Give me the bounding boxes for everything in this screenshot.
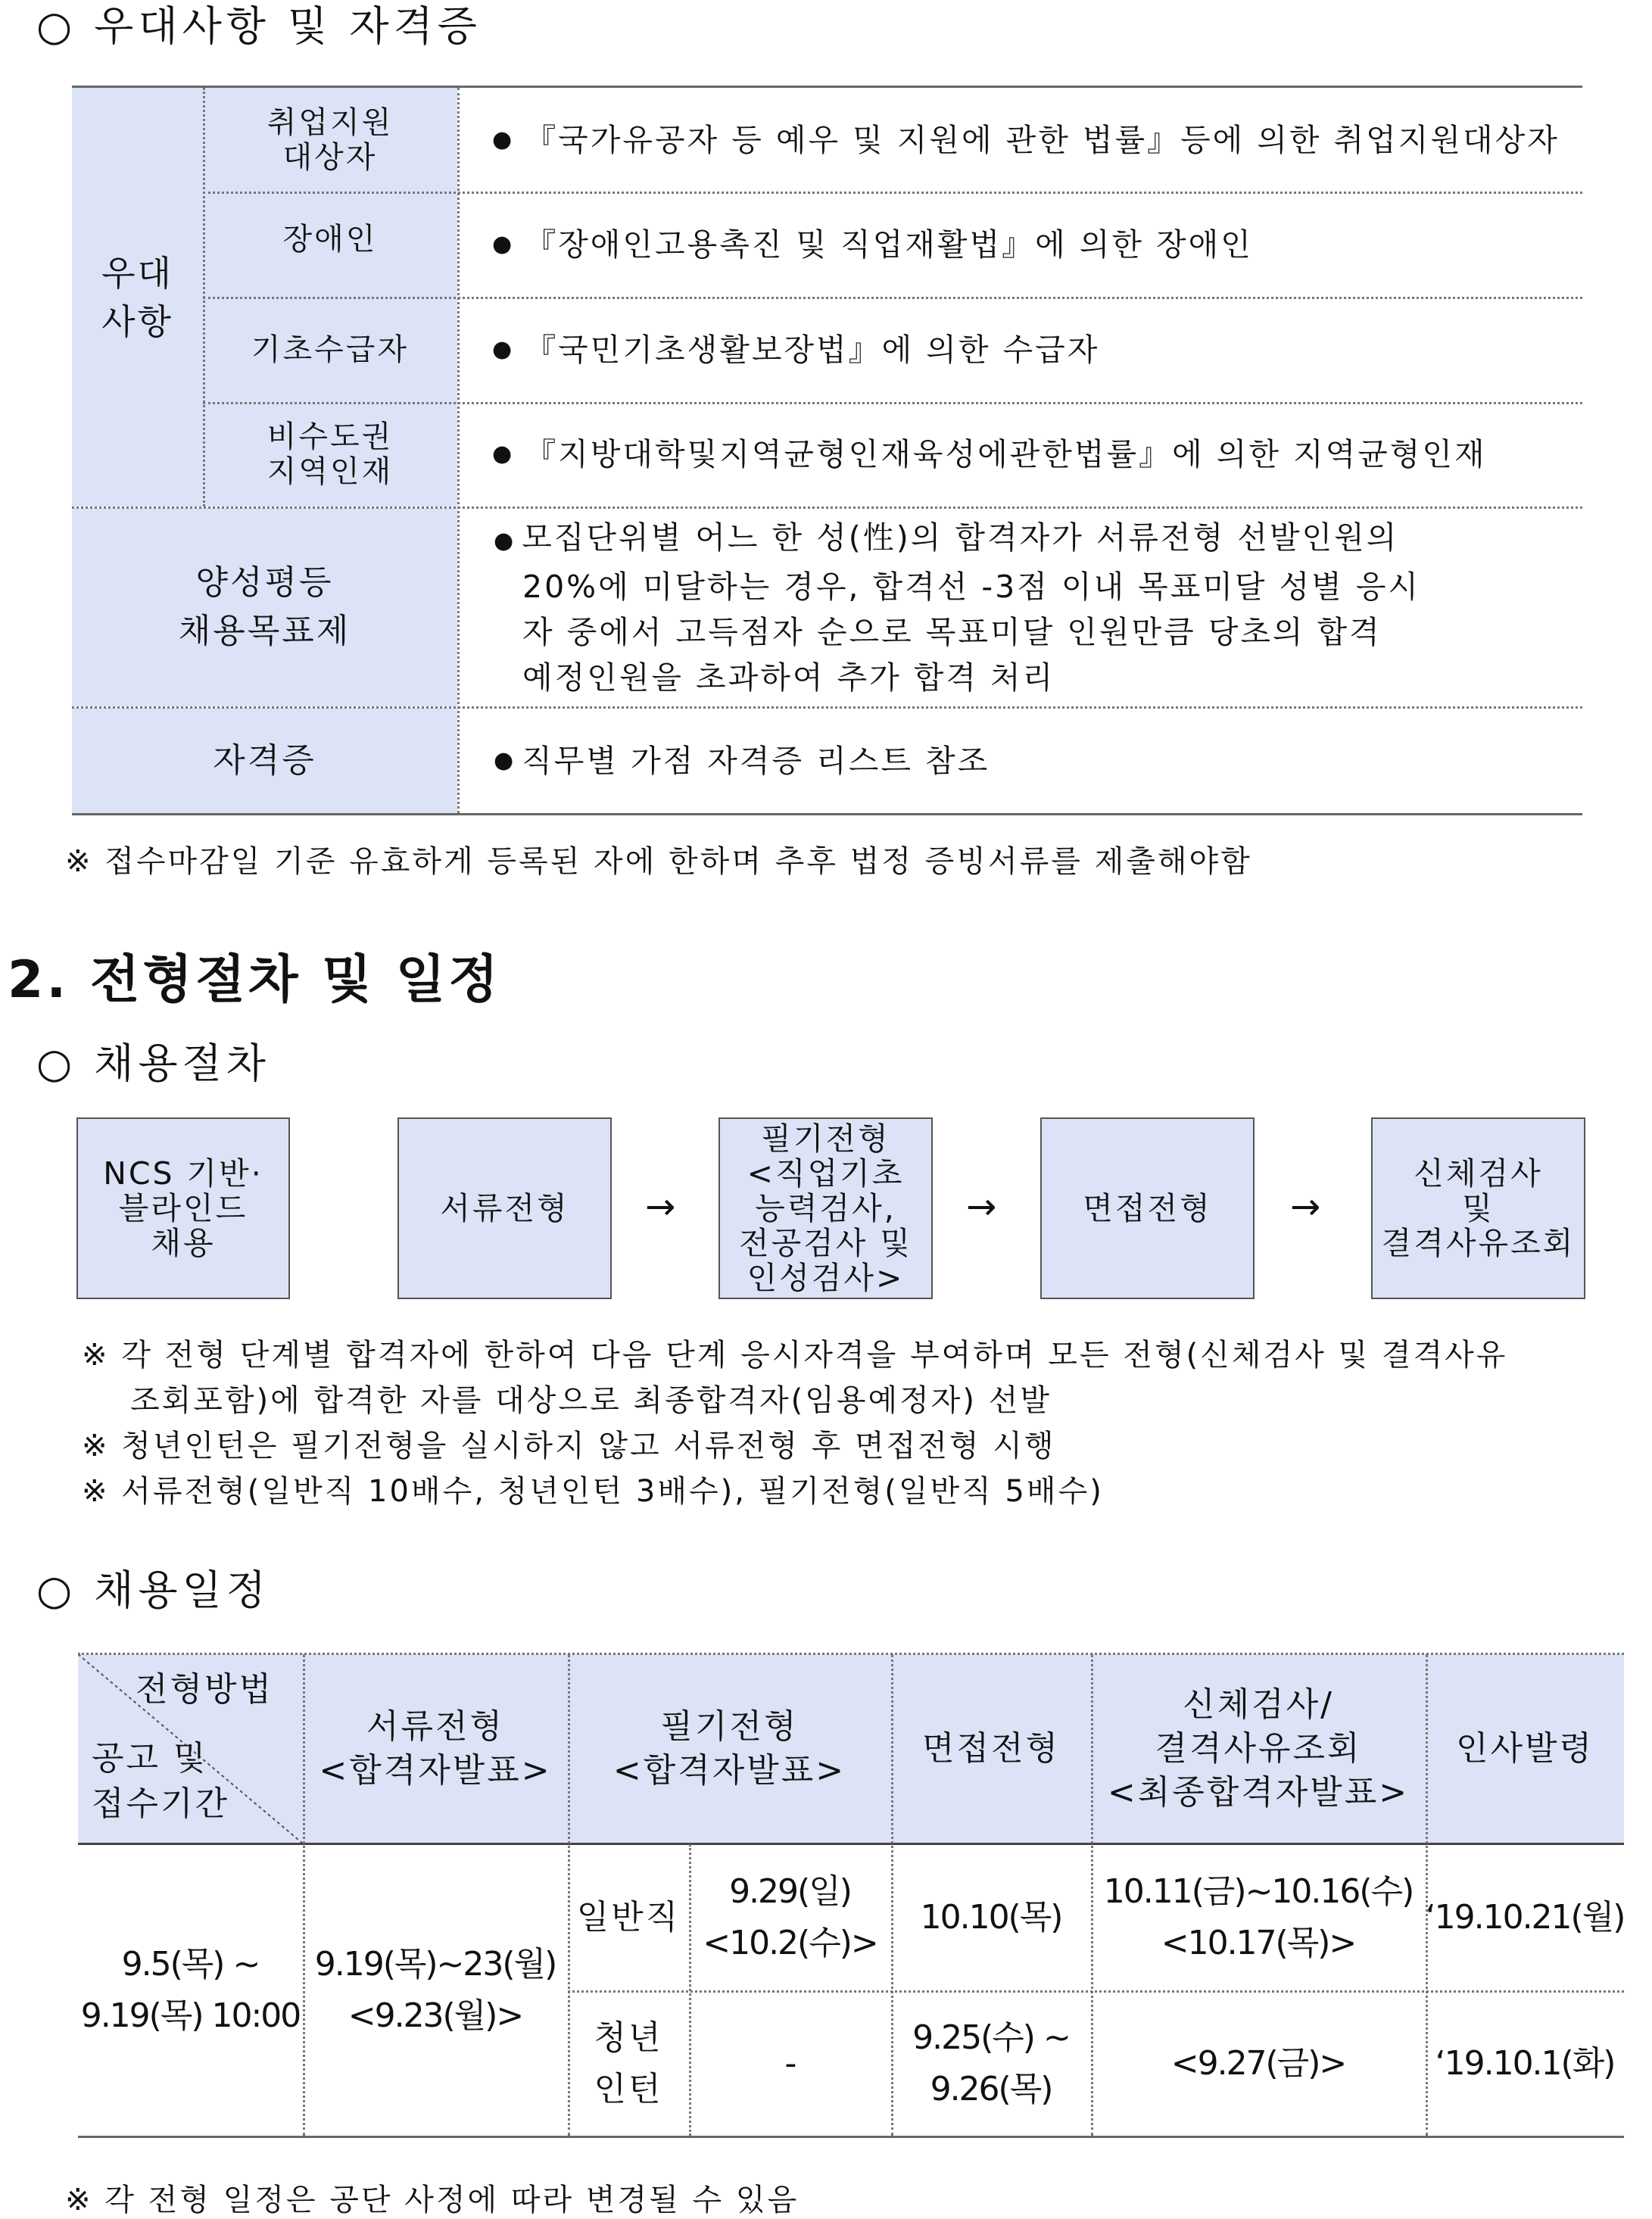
row-label-employment-support: 취업지원 대상자	[203, 88, 457, 192]
schedule-heading: ○ 채용일정	[36, 1566, 270, 1614]
process-note-3: ※ 서류전형(일반직 10배수, 청년인턴 3배수), 필기전형(일반직 5배수)	[82, 1474, 1104, 1509]
schedule-header-appointment: 인사발령	[1426, 1654, 1624, 1843]
schedule-general-label: 일반직	[576, 1898, 681, 1937]
gender-equality-text: ● 모집단위별 어느 한 성(性)의 합격자가 서류전형 선발인원의 20%에 미달하는 경우, 합격선 -3점 이내 목표미달 성별 응시 자 중에서 고득점자 순으로 목표미달 인원만큼 당초의 합격 예정인원을 초과하여 추가 합격 처리	[494, 519, 1421, 696]
schedule-intern-written: -	[784, 2043, 796, 2083]
section-title-procedure: 2. 전형절차 및 일정	[8, 950, 501, 1010]
row-text-basic-recipient: ● 『국민기초생활보장법』에 의한 수급자	[492, 297, 1582, 402]
schedule-header-written: 필기전형 <합격자발표>	[568, 1654, 891, 1843]
preferences-note: ※ 접수마감일 기준 유효하게 등록된 자에 한하며 추후 법정 증빙서류를 제출해야함	[65, 844, 1252, 879]
schedule-header-document: 서류전형 <합격자발표>	[303, 1654, 568, 1843]
bullet-icon: ●	[492, 335, 515, 363]
schedule-general-appointment: ‘19.10.21(월)	[1425, 1898, 1625, 1937]
schedule-general-physical: 10.11(금)~10.16(수) <10.17(목)>	[1103, 1872, 1414, 1962]
gender-equality-label: 양성평등 채용목표제	[72, 508, 457, 706]
process-note-1-cont: 조회포함)에 합격한 자를 대상으로 최종합격자(임용예정자) 선발	[130, 1383, 1052, 1418]
bullet-icon: ●	[492, 230, 515, 257]
schedule-intern-label: 청년 인턴	[594, 2018, 663, 2108]
schedule-announce-period: 9.5(목) ~ 9.19(목) 10:00	[80, 1944, 301, 2035]
process-note-2: ※ 청년인턴은 필기전형을 실시하지 않고 서류전형 후 면접전형 시행	[82, 1429, 1056, 1463]
row-label-regional-talent: 비수도권 지역인재	[203, 402, 457, 506]
schedule-intern-interview: 9.25(수) ~ 9.26(목)	[912, 2018, 1070, 2108]
schedule-intern-appointment: ‘19.10.1(화)	[1435, 2043, 1615, 2083]
schedule-header-physical: 신체검사/ 결격사유조회 <최종합격자발표>	[1091, 1654, 1426, 1843]
flow-step-written: 필기전형 <직업기초 능력검사, 전공검사 및 인성검사>	[718, 1117, 933, 1299]
schedule-document: 9.19(목)~23(월) <9.23(월)>	[314, 1944, 556, 2035]
schedule-general-interview: 10.10(목)	[920, 1898, 1062, 1937]
flow-step-ncs: NCS 기반· 블라인드 채용	[76, 1117, 290, 1299]
flow-step-document: 서류전형	[397, 1117, 612, 1299]
schedule-intern-physical: <9.27(금)>	[1170, 2043, 1346, 2083]
arrow-icon: →	[966, 1186, 997, 1228]
certificate-label: 자격증	[72, 708, 457, 813]
schedule-note: ※ 각 전형 일정은 공단 사정에 따라 변경될 수 있음	[65, 2183, 800, 2217]
bullet-icon: ●	[492, 441, 515, 467]
arrow-icon: →	[645, 1186, 676, 1228]
schedule-corner-cell: 전형방법 공고 및 접수기간	[78, 1654, 303, 1843]
row-text-employment-support: ● 『국가유공자 등 예우 및 지원에 관한 법률』등에 의한 취업지원대상자	[492, 88, 1582, 192]
flow-step-physical: 신체검사 및 결격사유조회	[1371, 1117, 1585, 1299]
certificate-text: ● 직무별 가점 자격증 리스트 참조	[494, 708, 1584, 813]
row-text-disabled: ● 『장애인고용촉진 및 직업재활법』에 의한 장애인	[492, 192, 1582, 297]
process-heading: ○ 채용절차	[36, 1039, 270, 1087]
schedule-general-written: 9.29(일) <10.2(수)>	[703, 1872, 877, 1962]
schedule-header-interview: 면접전형	[891, 1654, 1091, 1843]
row-label-disabled: 장애인	[203, 192, 457, 297]
flow-step-interview: 면접전형	[1040, 1117, 1255, 1299]
preferences-label: 우대 사항	[72, 88, 203, 506]
arrow-icon: →	[1290, 1186, 1321, 1228]
section-heading-preferences: ○ 우대사항 및 자격증	[36, 2, 482, 50]
bullet-icon: ●	[494, 528, 516, 554]
row-label-basic-recipient: 기초수급자	[203, 297, 457, 402]
row-text-regional-talent: ● 『지방대학및지역균형인재육성에관한법률』에 의한 지역균형인재	[492, 402, 1582, 506]
process-note-1: ※ 각 전형 단계별 합격자에 한하여 다음 단계 응시자격을 부여하며 모든 전형(신체검사 및 결격사유	[82, 1338, 1508, 1373]
bullet-icon: ●	[492, 126, 515, 153]
bullet-icon: ●	[494, 746, 516, 774]
